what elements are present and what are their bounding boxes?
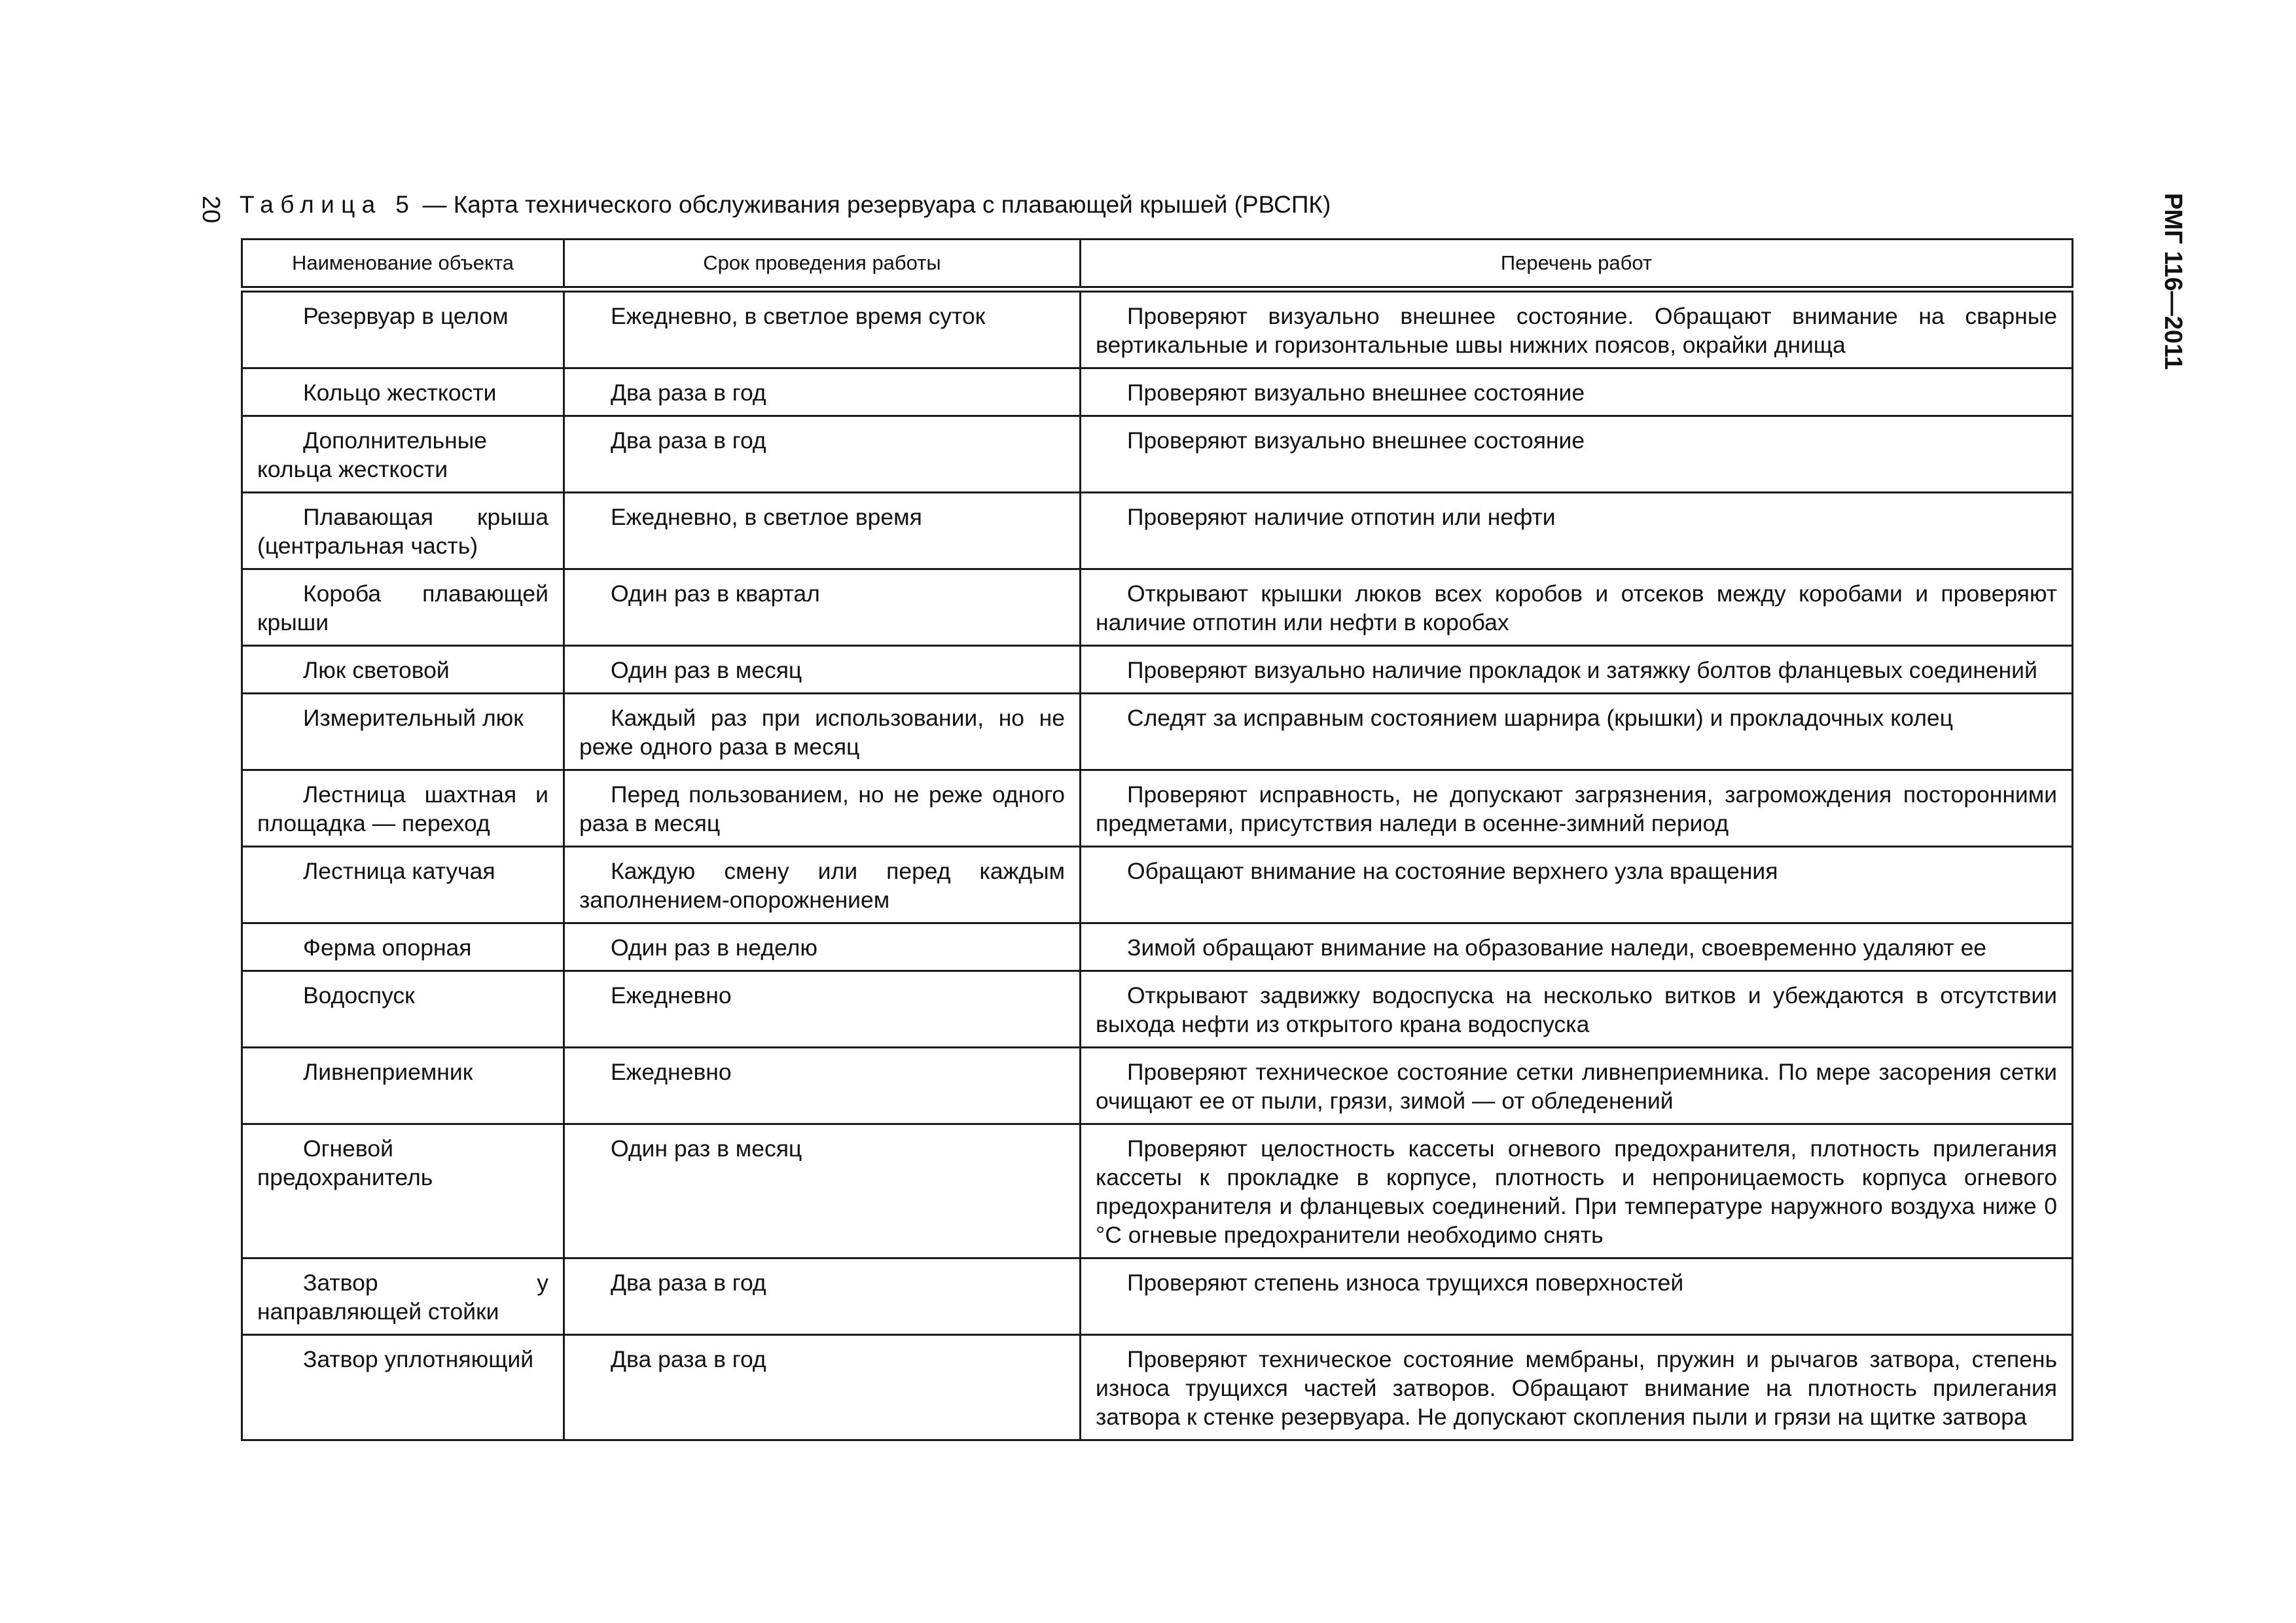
maintenance-table — [241, 238, 2073, 1441]
cell-work: Следят за исправным состоянием шарнира (крышки) и прокладочных колец — [1081, 694, 2073, 770]
cell-period: Два раза в год — [564, 1258, 1081, 1335]
cell-period: Два раза в год — [564, 1335, 1081, 1440]
table-row — [242, 493, 2073, 569]
cell-object: Измерительный люк — [242, 694, 564, 770]
cell-object: Затвор уплотняющий — [242, 1335, 564, 1440]
cell-period: Ежедневно, в светлое время суток — [564, 289, 1081, 368]
header-object: Наименование объекта — [242, 240, 564, 290]
table-row — [242, 569, 2073, 646]
table-row — [242, 1124, 2073, 1258]
table-caption-title: — Карта технического обслуживания резервуара с плавающей крышей (РВСПК) — [416, 191, 1331, 218]
table-row — [242, 694, 2073, 770]
cell-work: Проверяют степень износа трущихся поверхностей — [1081, 1258, 2073, 1335]
cell-period: Ежедневно — [564, 1048, 1081, 1124]
cell-work: Проверяют визуально наличие прокладок и затяжку болтов фланцевых соединений — [1081, 646, 2073, 694]
cell-work: Открывают крышки люков всех коробов и отсеков между коробами и проверяют наличие отпотин или нефти в коробах — [1081, 569, 2073, 646]
table-row — [242, 289, 2073, 368]
cell-period: Один раз в неделю — [564, 923, 1081, 971]
cell-work: Проверяют целостность кассеты огневого предохранителя, плотность прилегания кассеты к прокладке в корпусе, плотность и непроницаемость корпуса огневого предохранителя и фланцевых соединений. При температуре наружного воздуха ниже 0 °С огневые предохранители необходимо снять — [1081, 1124, 2073, 1258]
table-row — [242, 1335, 2073, 1440]
cell-work: Проверяют визуально внешнее состояние. Обращают внимание на сварные вертикальные и горизонтальные швы нижних поясов, окрайки днища — [1081, 289, 2073, 368]
cell-object: Резервуар в целом — [242, 289, 564, 368]
table-row — [242, 847, 2073, 923]
header-period: Срок проведения работы — [564, 240, 1081, 290]
cell-period: Ежедневно — [564, 971, 1081, 1048]
cell-period: Два раза в год — [564, 368, 1081, 416]
header-work: Перечень работ — [1081, 240, 2073, 290]
cell-work: Обращают внимание на состояние верхнего узла вращения — [1081, 847, 2073, 923]
table-row — [242, 1048, 2073, 1124]
document-code: РМГ 116—2011 — [2159, 192, 2187, 370]
table-row — [242, 923, 2073, 971]
cell-object: Короба плавающей крыши — [242, 569, 564, 646]
cell-period: Один раз в квартал — [564, 569, 1081, 646]
cell-object: Ливнеприемник — [242, 1048, 564, 1124]
cell-object: Люк световой — [242, 646, 564, 694]
cell-period: Один раз в месяц — [564, 646, 1081, 694]
cell-work: Зимой обращают внимание на образование наледи, своевременно удаляют ее — [1081, 923, 2073, 971]
cell-period: Один раз в месяц — [564, 1124, 1081, 1258]
table-caption — [240, 188, 1331, 221]
table-row — [242, 770, 2073, 847]
cell-work: Проверяют наличие отпотин или нефти — [1081, 493, 2073, 569]
cell-work: Проверяют визуально внешнее состояние — [1081, 416, 2073, 493]
cell-object: Лестница шахтная и площадка — переход — [242, 770, 564, 847]
cell-object: Затвор у направляющей стойки — [242, 1258, 564, 1335]
cell-period: Каждую смену или перед каждым заполнением-опорожнением — [564, 847, 1081, 923]
cell-object: Дополнительные кольца жесткости — [242, 416, 564, 493]
cell-work: Проверяют техническое состояние сетки ливнеприемника. По мере засорения сетки очищают ее от пыли, грязи, зимой — от обледенений — [1081, 1048, 2073, 1124]
table-row — [242, 1258, 2073, 1335]
cell-object: Огневой предохранитель — [242, 1124, 564, 1258]
cell-object: Плавающая крыша (центральная часть) — [242, 493, 564, 569]
table-row — [242, 971, 2073, 1048]
cell-period: Два раза в год — [564, 416, 1081, 493]
cell-work: Проверяют визуально внешнее состояние — [1081, 368, 2073, 416]
cell-object: Ферма опорная — [242, 923, 564, 971]
cell-period: Перед пользованием, но не реже одного раза в месяц — [564, 770, 1081, 847]
cell-work: Проверяют исправность, не допускают загрязнения, загромождения посторонними предметами, присутствия наледи в осенне-зимний период — [1081, 770, 2073, 847]
cell-period: Ежедневно, в светлое время — [564, 493, 1081, 569]
table-row — [242, 416, 2073, 493]
table-caption-label: Таблица 5 — [240, 191, 416, 218]
cell-object: Лестница катучая — [242, 847, 564, 923]
table-row — [242, 646, 2073, 694]
table-header-row — [242, 240, 2073, 290]
table-row — [242, 368, 2073, 416]
cell-object: Кольцо жесткости — [242, 368, 564, 416]
cell-work: Открывают задвижку водоспуска на несколько витков и убеждаются в отсутствии выхода нефти из открытого крана водоспуска — [1081, 971, 2073, 1048]
page-number: 20 — [197, 195, 224, 224]
cell-period: Каждый раз при использовании, но не реже одного раза в месяц — [564, 694, 1081, 770]
cell-work: Проверяют техническое состояние мембраны, пружин и рычагов затвора, степень износа трущихся частей затворов. Обращают внимание на плотность прилегания затвора к стенке резервуара. Не допускают скопления пыли и грязи на щитке затвора — [1081, 1335, 2073, 1440]
cell-object: Водоспуск — [242, 971, 564, 1048]
